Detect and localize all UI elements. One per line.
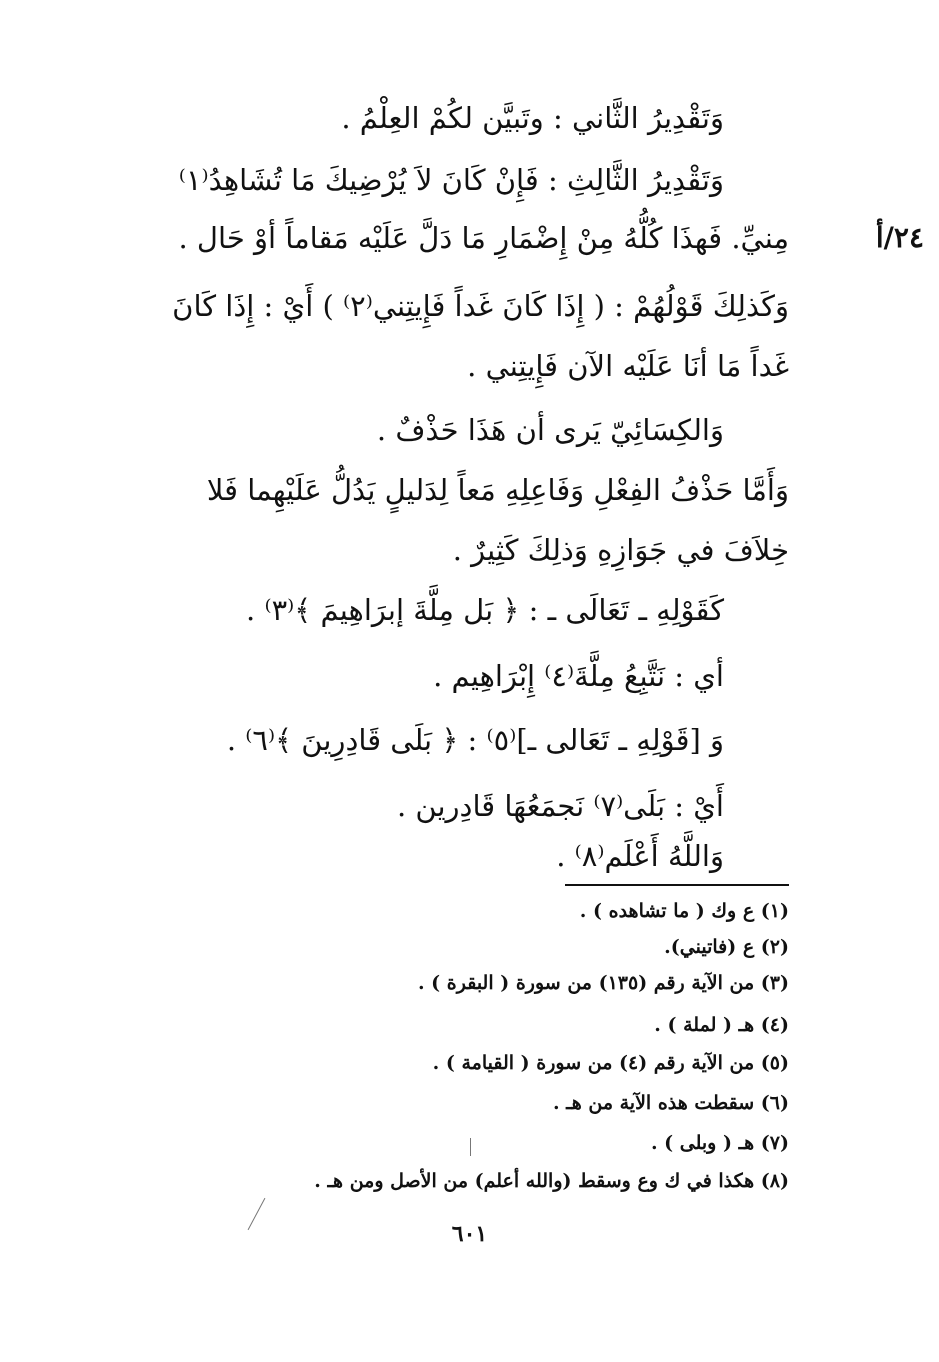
footnote-1: (١) ع وك ( ما تشاهده ) .: [579, 900, 789, 922]
footnote-separator: [565, 884, 789, 886]
footnote-6: (٦) سقطت هذه الآية من هـ .: [552, 1092, 789, 1114]
scan-artifact-mark: [470, 1138, 471, 1156]
body-line-7: وَأَمَّا حَذْفُ الفِعْلِ وَفَاعِلِهِ مَعاً لِدَليلٍ يَدُلُّ عَلَيْهِما فَلا: [206, 473, 789, 507]
footnote-2: (٢) ع (فاتيني).: [664, 936, 789, 958]
body-line-9: كَقَوْلِهِ ـ تَعَالَى ـ : ﴿ بَل مِلَّةَ إبرَاهِيمَ ﴾⁽٣⁾ .: [246, 593, 724, 627]
page-number: ٦٠١: [451, 1221, 488, 1247]
footnote-7: (٧) هـ ( وبلى ) .: [650, 1132, 789, 1154]
body-line-12: أَيْ : بَلَى⁽٧⁾ نَجمَعُهَا قَادِرين .: [396, 789, 724, 823]
footnote-8: (٨) هكذا في ك وع وسقط (والله أعلم) من الأصل ومن هـ .: [314, 1170, 789, 1192]
body-line-5: غَداً مَا أنَا عَلَيْه الآن فَإِيتِني .: [467, 349, 789, 383]
body-line-8: خِلاَفَ في جَوَازِهِ وَذلِكَ كَثِيرٌ .: [452, 533, 789, 567]
folio-margin-note: ٢٤/أ: [875, 221, 924, 254]
body-line-1: وَتَقْدِيرُ الثَّاني : وتَبيَّن لكُمْ العِلْمُ .: [341, 101, 724, 135]
footnote-4: (٤) هـ ( لملة ) .: [654, 1014, 789, 1036]
body-line-2: وَتَقْدِيرُ الثَّالِثِ : فَإِنْ كَانَ لاَ يُرْضِيكَ مَا تُشَاهِدُ⁽١⁾: [178, 163, 724, 197]
body-line-4: وَكَذلِكَ قَوْلُهُمْ : ( إِذَا كَانَ غَداً فَإِيتِني⁽٢⁾ ) أَيْ : إِذَا كَانَ: [172, 289, 789, 323]
body-line-6: وَالكِسَائِيّ يَرى أن هَذَا حَذْفٌ .: [376, 413, 724, 447]
footnote-3: (٣) من الآية رقم (١٣٥) من سورة ( البقرة ) .: [417, 972, 789, 994]
footnote-5: (٥) من الآية رقم (٤) من سورة ( القيامة ) .: [432, 1052, 789, 1074]
body-line-13: وَاللَّهُ أَعْلَم⁽٨⁾ .: [556, 839, 724, 873]
body-line-10: أي : نَتَّبِعُ مِلَّةَ⁽٤⁾ إِبْرَاهِيم .: [433, 659, 724, 693]
body-line-11: وَ [قَوْلِهِ ـ تَعَالى ـ]⁽٥⁾ : ﴿ بَلَى قَادِرِينَ ﴾⁽٦⁾ .: [226, 723, 724, 757]
body-line-3: مِنيِّ. فَهذَا كُلُّهُ مِنْ إِضْمَارِ مَا دَلَّ عَلَيْه مَقاماً أوْ حَال .: [178, 221, 789, 255]
